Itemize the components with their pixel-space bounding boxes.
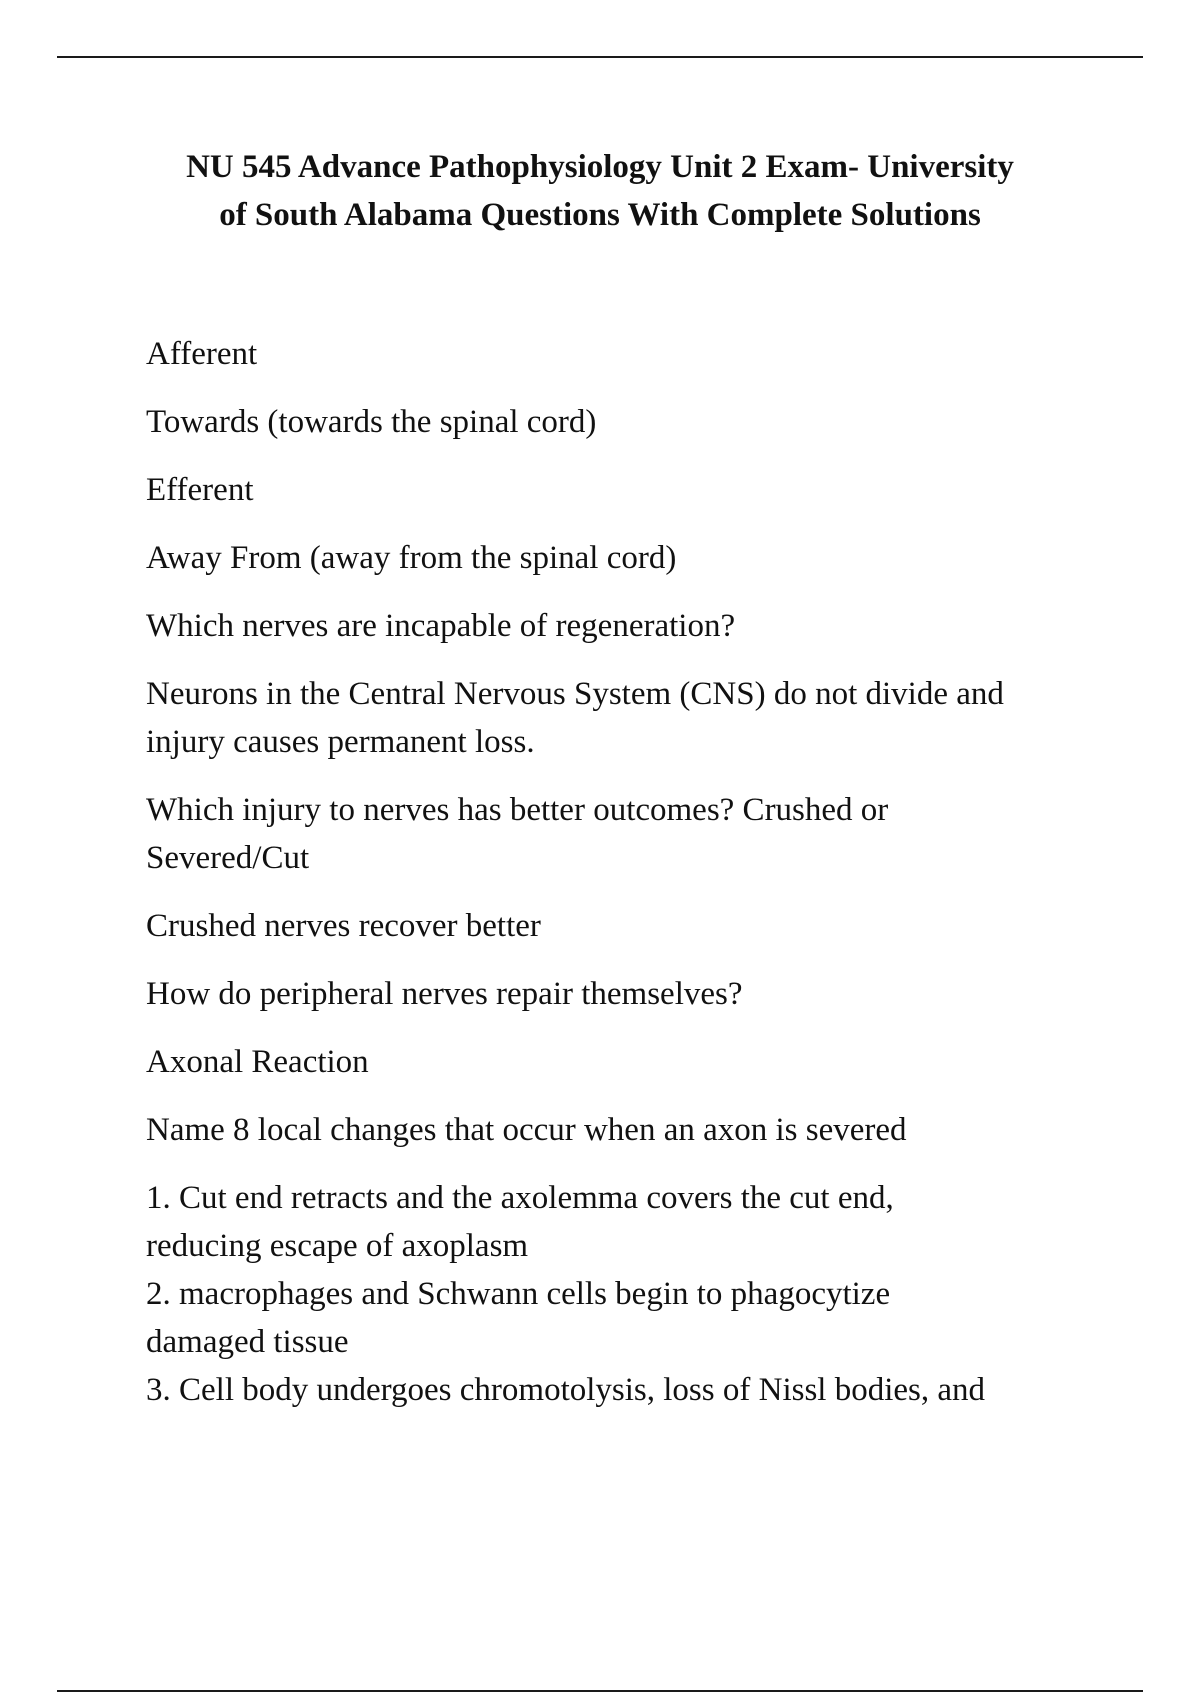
text-line: Towards (towards the spinal cord)	[146, 404, 597, 440]
bottom-rule	[57, 1690, 1143, 1692]
top-rule	[57, 56, 1143, 58]
question-regeneration	[146, 602, 1106, 650]
text-line: Which nerves are incapable of regeneration?	[146, 608, 736, 644]
text-line: Severed/Cut	[146, 840, 310, 876]
question-peripheral-repair	[146, 970, 1106, 1018]
text-line: 2. macrophages and Schwann cells begin to phagocytize	[146, 1276, 891, 1312]
text-line: Efferent	[146, 472, 254, 508]
question-local-changes	[146, 1106, 1106, 1154]
text-line: How do peripheral nerves repair themselves?	[146, 976, 743, 1012]
text-line: injury causes permanent loss.	[146, 724, 535, 760]
document-title	[110, 143, 1090, 239]
text-line: 1. Cut end retracts and the axolemma covers the cut end,	[146, 1180, 894, 1216]
answer-local-changes	[146, 1174, 1106, 1414]
text-line: Name 8 local changes that occur when an axon is severed	[146, 1112, 907, 1148]
definition-efferent	[146, 534, 1106, 582]
term-afferent	[146, 330, 1106, 378]
text-line: Crushed nerves recover better	[146, 908, 541, 944]
text-line: Neurons in the Central Nervous System (CNS) do not divide and	[146, 676, 1004, 712]
text-line: 3. Cell body undergoes chromotolysis, loss of Nissl bodies, and	[146, 1372, 986, 1408]
term-efferent	[146, 466, 1106, 514]
answer-injury-outcome	[146, 902, 1106, 950]
text-line: Which injury to nerves has better outcomes? Crushed or	[146, 792, 889, 828]
text-line: Axonal Reaction	[146, 1044, 369, 1080]
definition-afferent	[146, 398, 1106, 446]
text-line: Afferent	[146, 336, 258, 372]
text-line: reducing escape of axoplasm	[146, 1228, 529, 1264]
answer-regeneration	[146, 670, 1106, 766]
title-line-1: NU 545 Advance Pathophysiology Unit 2 Exam- University	[186, 149, 1014, 185]
question-injury-outcome	[146, 786, 1106, 882]
text-line: Away From (away from the spinal cord)	[146, 540, 677, 576]
text-line: damaged tissue	[146, 1324, 349, 1360]
answer-peripheral-repair	[146, 1038, 1106, 1086]
document-body	[146, 330, 1106, 1414]
title-line-2: of South Alabama Questions With Complete Solutions	[219, 197, 981, 233]
